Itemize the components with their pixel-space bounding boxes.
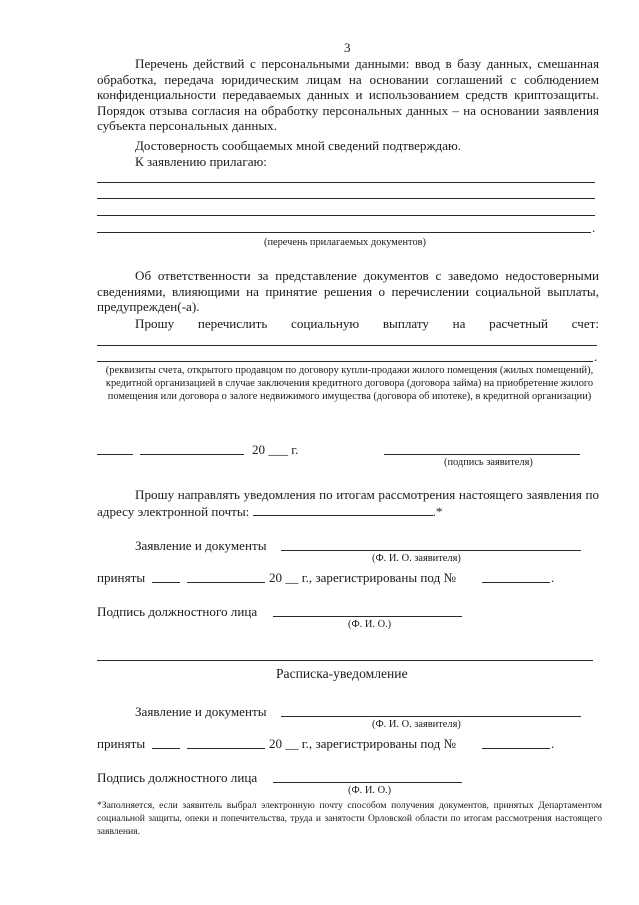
footnote: *Заполняется, если заявитель выбрал электронную почту способом получения документов, принятых Департаментом социальной защиты, опеки и попечительства, труда и занятости Орловской области по итогам рассмотрения настоящего заявления. — [97, 800, 602, 837]
registration-number-line[interactable] — [482, 582, 550, 583]
email-request-text: Прошу направлять уведомления по итогам рассмотрения настоящего заявления по адресу электронной почты: — [97, 487, 599, 519]
attachment-line-3[interactable] — [97, 215, 595, 216]
transfer-request: Прошу перечислить социальную выплату на расчетный счет: — [135, 316, 599, 331]
receipt-fio-caption: (Ф. И. О.) — [348, 785, 392, 796]
accepted-month-line[interactable] — [187, 582, 265, 583]
receipt-applicant-line[interactable] — [281, 716, 581, 717]
receipt-official-line[interactable] — [273, 782, 462, 783]
confirm-statement: Достоверность сообщаемых мной сведений подтверждаю. — [135, 138, 462, 153]
applicant-signature-line[interactable] — [384, 454, 580, 455]
account-line-1[interactable] — [97, 345, 597, 346]
official-signature-line[interactable] — [273, 616, 462, 617]
responsibility-paragraph: Об ответственности за представление документов с заведомо недостоверными сведениями, влияющими на принятие решения о перечислении социальной выплаты, предупрежден(-а). — [97, 268, 599, 315]
receipt-year: 20 __ г., зарегистрированы под № — [269, 736, 457, 751]
account-dot: . — [594, 349, 598, 364]
attachment-line-4[interactable] — [97, 232, 591, 233]
date-day-line[interactable] — [97, 454, 133, 455]
documents-caption: (перечень прилагаемых документов) — [263, 237, 427, 248]
receipt-dot: . — [551, 736, 555, 751]
account-caption: (реквизиты счета, открытого продавцом по договору купли-продажи жилого помещения (жилых помещений), кредитной организацией в случае заключения кредитного договора (договора займа) на приобретение жилого помещения или договора о залоге недвижимого имущества (договора об ипотеке), в кредитной организации) — [105, 365, 594, 402]
applicant-name-line[interactable] — [281, 550, 581, 551]
registration-dot: . — [551, 570, 555, 585]
accepted-label: приняты — [97, 570, 146, 585]
date-year: 20 ___ г. — [252, 442, 299, 457]
official-fio-caption: (Ф. И. О.) — [348, 619, 392, 630]
registration-year: 20 __ г., зарегистрированы под № — [269, 570, 457, 585]
receipt-month-line[interactable] — [187, 748, 265, 749]
applicant-fio-caption: (Ф. И. О. заявителя) — [372, 553, 461, 564]
docs-label: Заявление и документы — [135, 538, 267, 553]
email-footnote-mark: .* — [432, 503, 443, 519]
receipt-applicant-caption: (Ф. И. О. заявителя) — [372, 719, 461, 730]
date-month-line[interactable] — [140, 454, 244, 455]
receipt-title: Расписка-уведомление — [276, 666, 408, 681]
email-request — [97, 487, 599, 519]
accepted-day-line[interactable] — [152, 582, 180, 583]
page-number: 3 — [344, 40, 351, 55]
receipt-docs-label: Заявление и документы — [135, 704, 267, 719]
account-line-2[interactable] — [97, 361, 593, 362]
receipt-day-line[interactable] — [152, 748, 180, 749]
official-signature-label: Подпись должностного лица — [97, 604, 258, 619]
attach-label: К заявлению прилагаю: — [135, 154, 267, 169]
attachment-line-2[interactable] — [97, 198, 595, 199]
consent-paragraph: Перечень действий с персональными данными: ввод в базу данных, смешанная обработка, передача юридическим лицам на основании соглашений с соблюдением конфиденциальности передаваемых данных и использованием средств криптозащиты. Порядок отзыва согласия на обработку персональных данных – на основании заявления субъекта персональных данных. — [97, 56, 599, 134]
email-field[interactable] — [253, 503, 433, 516]
receipt-separator — [97, 660, 593, 661]
attachment-dot: . — [592, 220, 596, 235]
attachment-line-1[interactable] — [97, 182, 595, 183]
receipt-number-line[interactable] — [482, 748, 550, 749]
receipt-official-label: Подпись должностного лица — [97, 770, 258, 785]
signature-caption: (подпись заявителя) — [444, 457, 533, 468]
receipt-accepted-label: приняты — [97, 736, 146, 751]
